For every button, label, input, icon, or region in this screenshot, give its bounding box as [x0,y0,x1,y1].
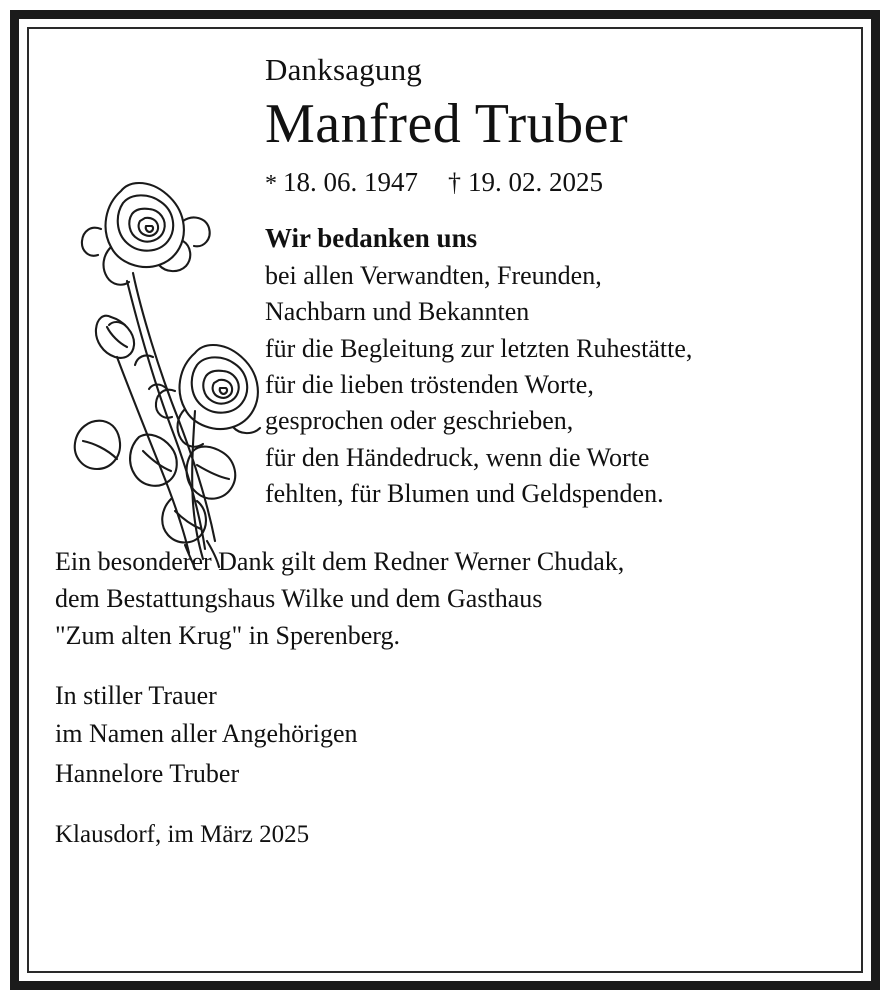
special-thanks-line: "Zum alten Krug" in Sperenberg. [55,621,400,651]
birth-date-value: 18. 06. 1947 [283,166,418,197]
death-date-value: 19. 02. 2025 [468,166,603,197]
special-thanks-line: Ein besonderer Dank gilt dem Redner Werner Chudak, [55,546,625,576]
thanks-line: für die Begleitung zur letzten Ruhestätte, [265,333,693,363]
salutation-text: Danksagung [265,52,422,87]
death-date [448,166,603,199]
thanks-line: bei allen Verwandten, Freunden, [265,260,602,290]
deceased-name: Manfred Truber [265,93,629,156]
thanks-paragraph [265,258,835,513]
obituary-outer-border [10,10,880,990]
birth-star-icon: * [265,170,277,197]
mourner-name: Hannelore Truber [55,758,240,788]
rose-bouquet-icon [67,121,267,571]
birth-date [265,166,418,199]
thanks-line: für die lieben tröstenden Worte, [265,369,594,399]
death-cross-icon: † [448,167,461,197]
notice-body [55,543,835,852]
mourning-line: In stiller Trauer [55,680,217,710]
mourning-paragraph [55,677,835,793]
thanks-line: Nachbarn und Bekannten [265,297,530,327]
thanks-heading: Wir bedanken uns [265,222,478,253]
special-thanks-line: dem Bestattungshaus Wilke und dem Gasthaus [55,583,543,613]
mourning-line: im Namen aller Angehörigen [55,718,358,748]
thanks-line: gesprochen oder geschrieben, [265,406,574,436]
thanks-line: für den Händedruck, wenn die Worte [265,442,650,472]
life-dates [265,166,835,199]
thanks-line: fehlten, für Blumen und Geldspenden. [265,479,664,509]
place-and-date: Klausdorf, im März 2025 [55,820,310,848]
obituary-card [27,27,863,973]
